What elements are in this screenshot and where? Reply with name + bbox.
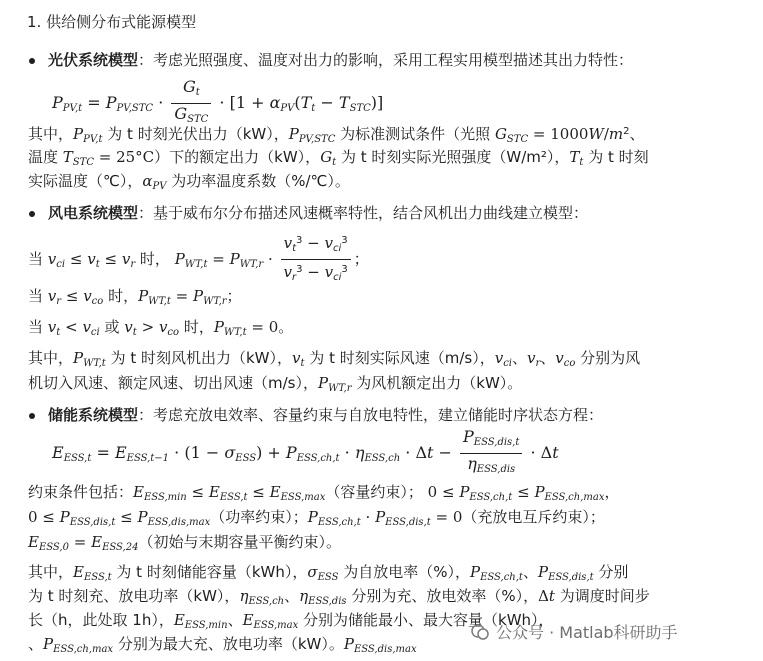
ess-constraint-line1: 约束条件包括：$E_{ESS,min} \le E_{ESS,t} \le E_{ESS,max}$（容量约束）； $0 \le P_{ESS,ch,t} \le P_{ESS,ch,max}$，: [28, 483, 620, 503]
bullet-icon: [29, 58, 35, 64]
ess-title-line: [48, 405, 603, 425]
wind-para-line2: 机切入风速、额定风速、切出风速（m/s），$P_{WT,r}$ 为风机额定出力（kW）。: [28, 374, 523, 394]
pv-desc: ：考虑光照强度、温度对出力的影响，采用工程实用模型描述其出力特性：: [138, 51, 634, 69]
pv-para-line1: 其中，$P_{PV,t}$ 为 t 时刻光伏出力（kW），$P_{PV,STC}$ 为标准测试条件（光照 $G_{STC} = 1000W/m^2$、: [28, 125, 645, 145]
wechat-icon: [470, 622, 490, 642]
ess-para-line1: 其中，$E_{ESS,t}$ 为 t 时刻储能容量（kWh），$\sigma_{ESS}$ 为自放电率（%），$P_{ESS,ch,t}$、$P_{ESS,dis,t}$ 分别: [28, 563, 629, 583]
watermark-text: 公众号 · Matlab科研助手: [496, 623, 678, 642]
section-heading: 1. 供给侧分布式能源模型: [27, 13, 197, 31]
pv-title-line: [48, 50, 633, 70]
ess-para-line2: 为 t 时刻充、放电功率（kW），$\eta_{ESS,ch}$、$\eta_{ESS,dis}$ 分别为充、放电效率（%），Δt 为调度时间步: [28, 587, 650, 607]
ess-constraint-line3: $E_{ESS,0} = E_{ESS,24}$（初始与末期容量平衡约束）。: [28, 533, 341, 553]
ess-desc: ：考虑充放电效率、容量约束与自放电特性，建立储能时序状态方程：: [138, 406, 604, 424]
pv-title: 光伏系统模型: [48, 51, 139, 69]
ess-title: 储能系统模型: [48, 406, 139, 424]
wind-case2: 当 $v_r \le v_{co}$ 时，$P_{WT,t} = P_{WT,r}$；: [28, 287, 242, 307]
bullet-icon: [29, 211, 35, 217]
pv-equation: $P_{PV,t} = P_{PV,STC}$ · $\frac{G_t}{G_{STC}}$ · $[1 + \alpha_{PV}(T_t - T_{STC})]$: [52, 77, 384, 125]
pv-para-line3: 实际温度（℃），$\alpha_{PV}$ 为功率温度系数（%/℃）。: [28, 172, 350, 192]
wind-para-line1: 其中，$P_{WT,t}$ 为 t 时刻风机出力（kW），$v_t$ 为 t 时刻实际风速（m/s），$v_{ci}$、$v_r$、$v_{co}$ 分别为风: [28, 349, 641, 369]
watermark: [470, 620, 678, 643]
ess-equation: $E_{ESS,t} = E_{ESS,t-1} \cdot (1 - \sigma_{ESS}) + P_{ESS,ch,t} \cdot \eta_{ESS,ch} \cdot \Delta t$ − $\frac{P_{ESS,dis,t}}{\eta_{ESS,dis}}$ · Δt: [52, 427, 559, 475]
wind-title-line: [48, 203, 588, 223]
wind-title: 风电系统模型: [48, 204, 139, 222]
ess-para-line3: 长（h，此处取 1h），$E_{ESS,min}$、$E_{ESS,max}$ 分别为储能最小、最大容量（kWh），: [28, 611, 554, 631]
ess-para-line4: 、$P_{ESS,ch,max}$ 分别为最大充、放电功率（kW）。$P_{ESS,dis,max}$: [28, 635, 417, 655]
wind-case3: 当 $v_t < v_{ci}$ 或 $v_t > v_{co}$ 时，$P_{WT,t} = 0$。: [28, 318, 294, 338]
wind-desc: ：基于威布尔分布描述风速概率特性，结合风机出力曲线建立模型：: [138, 204, 589, 222]
bullet-icon: [29, 413, 35, 419]
wind-case1: 当 $v_{ci} \le v_t \le v_r$ 时， $P_{WT,t} = P_{WT,r}$ · $\frac{v_t^3 - v_{ci}^3}{v_r^3 - v_{ci}^3}$ ；: [28, 234, 369, 283]
ess-constraint-line2: $0 \le P_{ESS,dis,t} \le P_{ESS,dis,max}$（功率约束）；$P_{ESS,ch,t} \cdot P_{ESS,dis,t} = 0$（充放电互斥约束）；: [28, 508, 605, 528]
pv-para-line2: 温度 $T_{STC} = 25^\circ C$）下的额定出力（kW），$G_t$ 为 t 时刻实际光照强度（W/m²），$T_t$ 为 t 时刻: [28, 148, 649, 168]
